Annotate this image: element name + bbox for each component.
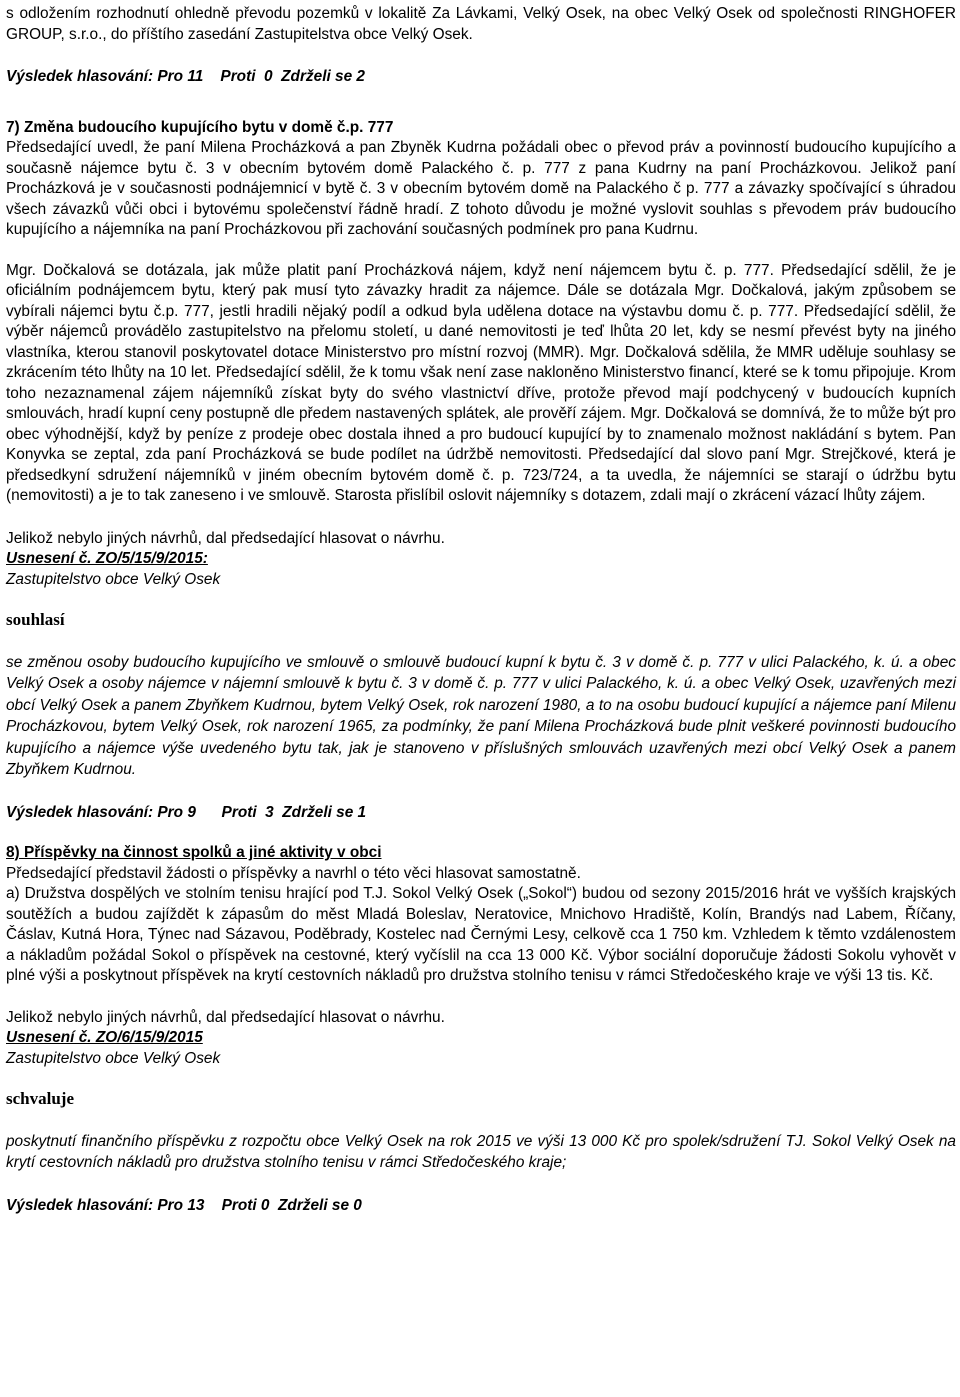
intro-paragraph: s odložením rozhodnutí ohledně převodu pozemků v lokalitě Za Lávkami, Velký Osek, na obec Velký Osek od společnosti RINGHOFER GROUP, s.r.o., do příštího zasedání Zastupitelstva obce Velký Osek.	[6, 5, 956, 43]
document-page	[6, 4, 956, 1216]
vote-result-2: Výsledek hlasování: Pro 9 Proti 3 Zdrželi se 1	[6, 803, 367, 821]
spacer	[6, 1110, 956, 1131]
section-7-title: 7) Změna budoucího kupujícího bytu v domě č.p. 777	[6, 118, 394, 136]
resolution-2-verb: schvaluje	[6, 1089, 74, 1108]
vote-result-3: Výsledek hlasování: Pro 13 Proti 0 Zdrželi se 0	[6, 1196, 362, 1214]
spacer	[6, 45, 956, 67]
resolution-1-text: se změnou osoby budoucího kupujícího ve smlouvě o smlouvě budoucí kupní k bytu č. 3 v domě č. p. 777 v ulici Palackého, k. ú. a obec Velký Osek a osoby nájemce v nájemní smlouvě k bytu č. 3 v domě č. p. 777 v ulici Palackého, k. ú. a obec Velký Osek, uzavřených mezi obcí Velký Osek a panem Zbyňkem Kudrnou, bytem Velký Osek, rok narození 1980, a to na osobu budoucí kupující a nájemce paní Milenu Procházkovou, bytem Velký Osek, rok narození 1965, za podmínky, že paní Milena Procházková bude plnit veškeré povinnosti budoucího kupujícího a nájemce výše uvedeného bytu tak, jak je stanoveno v příslušných smlouvách uzavřených mezi obcí Velký Osek a panem Zbyňkem Kudrnou.	[6, 653, 956, 778]
spacer	[6, 590, 956, 610]
section-7-paragraph-2: Mgr. Dočkalová se dotázala, jak může platit paní Procházková nájem, když není nájemcem bytu č. p. 777. Předsedající sdělil, že je oficiálním podnájemcem bytu, který pak musí tyto závazky hradit za nájemce. Dále se dotázala Mgr. Dočkalová, jakým způsobem se vybírali nájemci bytu č.p. 777, jestli hradili nějaký podíl a odkud byla udělena dotace na výstavbu domu č. p. 777. Předsedající sdělil, že výběr nájemců provádělo zastupitelstvo na přelomu století, u dané nemovitosti je teď lhůta 20 let, kdy se nesmí převést byty na jiného vlastníka, kterou stanovil poskytovatel dotace Ministerstvo pro místní rozvoj (MMR). Mgr. Dočkalová sdělila, že MMR uděluje souhlasy se zkrácením této lhůty na 10 let. Předsedající sdělil, že k tomu však není zase nakloněno Ministerstvo financí, které se k tomu připojuje. Krom toho nezaznamenal zájem nájemníků získat byty do svého vlastnictví dříve, protože převod mají podchycený v budoucích kupních smlouvách, hradí kupní ceny postupně dle předem nastavených splátek, ale prověří zájem. Mgr. Dočkalová se domnívá, že to může být pro obec výhodnější, když by peníze z prodeje obec dostala ihned a pro budoucí kupující by to znamenalo možnost nakládání s bytem. Pan Konyvka se zeptal, zda paní Procházková se bude podílet na údržbě nemovitosti. Předsedající dal slovo paní Mgr. Strejčkové, která je předsedkyní sdružení nájemníků v jiném obecním bytovém domě č. p. 723/724, a ta uvedla, že nájemníci se starají o údržbu bytu (nemovitosti) a je to tak zaneseno i ve smlouvě. Starosta přislíbil oslovit nájemníky s dotazem, zdali mají o zkrácení vázací lhůty zájem.	[6, 261, 956, 504]
spacer	[6, 987, 956, 1008]
spacer	[6, 1174, 956, 1196]
resolution-2-label: Usnesení č. ZO/6/15/9/2015	[6, 1029, 203, 1046]
section-7-paragraph-1: Předsedající uvedl, že paní Milena Procházková a pan Zbyněk Kudrna požádali obec o převod práv a povinností budoucího kupujícího a současně nájemce bytu č. 3 v obecním bytovém domě Palackého č. p. 777 z pana Kudrny na paní Procházkovou. Jelikož paní Procházková je v současnosti podnájemnicí v bytě č. 3 v obecním bytovém domě na Palackého č p. 777 a závazky spočívající s úhradou všech závazků vůči obci i bytovému společenství řádně hradí. Z tohoto důvodu je možné vyslovit souhlas s převodem práv budoucího kupujícího a nájemníka na paní Procházkovou při zachování současných podmínek pro pana Kudrnu.	[6, 139, 956, 238]
resolution-1-body: Zastupitelstvo obce Velký Osek	[6, 570, 221, 588]
spacer	[6, 631, 956, 652]
section-8-vote-intro: Jelikož nebylo jiných návrhů, dal předsedající hlasovat o návrhu.	[6, 1008, 445, 1026]
section-7-vote-intro: Jelikož nebylo jiných návrhů, dal předsedající hlasovat o návrhu.	[6, 529, 445, 547]
spacer	[6, 507, 956, 529]
spacer	[6, 241, 956, 261]
section-8-title: 8) Příspěvky na činnost spolků a jiné aktivity v obci	[6, 844, 382, 861]
spacer	[6, 781, 956, 803]
resolution-2-body: Zastupitelstvo obce Velký Osek	[6, 1049, 221, 1067]
spacer	[6, 823, 956, 843]
resolution-1-label: Usnesení č. ZO/5/15/9/2015:	[6, 550, 208, 567]
spacer	[6, 88, 956, 108]
vote-result-1: Výsledek hlasování: Pro 11 Proti 0 Zdrželi se 2	[6, 68, 365, 85]
resolution-2-text: poskytnutí finančního příspěvku z rozpočtu obce Velký Osek na rok 2015 ve výši 13 000 Kč pro spolek/sdružení TJ. Sokol Velký Osek na krytí cestovních nákladů pro družstva stolního tenisu v rámci Středočeského kraje;	[6, 1132, 956, 1171]
section-8-paragraph-2: a) Družstva dospělých ve stolním tenisu hrající pod T.J. Sokol Velký Osek („Sokol“) budou od sezony 2015/2016 hrát ve vyšších krajských soutěžích a budou zajíždět k zápasům do měst Mladá Boleslav, Neratovice, Mnichovo Hradiště, Kolín, Brandýs nad Labem, Říčany, Čáslav, Kutná Hora, Týnec nad Sázavou, Poděbrady, Kostelec nad Černými Lesy, celkově cca 1 750 km. Vzhledem k těmto vzdálenostem a nákladům požádal Sokol o příspěvek na cestovné, který vyčíslil na cca 13 000 Kč. Výbor sociální doporučuje žádosti Sokolu vyhovět v plné výši a poskytnout příspěvek na krytí cestovních nákladů pro družstva stolního tenisu v rámci Středočeského kraje ve výši 13 tis. Kč.	[6, 885, 956, 984]
resolution-1-verb: souhlasí	[6, 610, 65, 629]
section-8-paragraph-1: Předsedající představil žádosti o příspěvky a navrhl o této věci hlasovat samostatně.	[6, 864, 581, 882]
spacer	[6, 1069, 956, 1089]
